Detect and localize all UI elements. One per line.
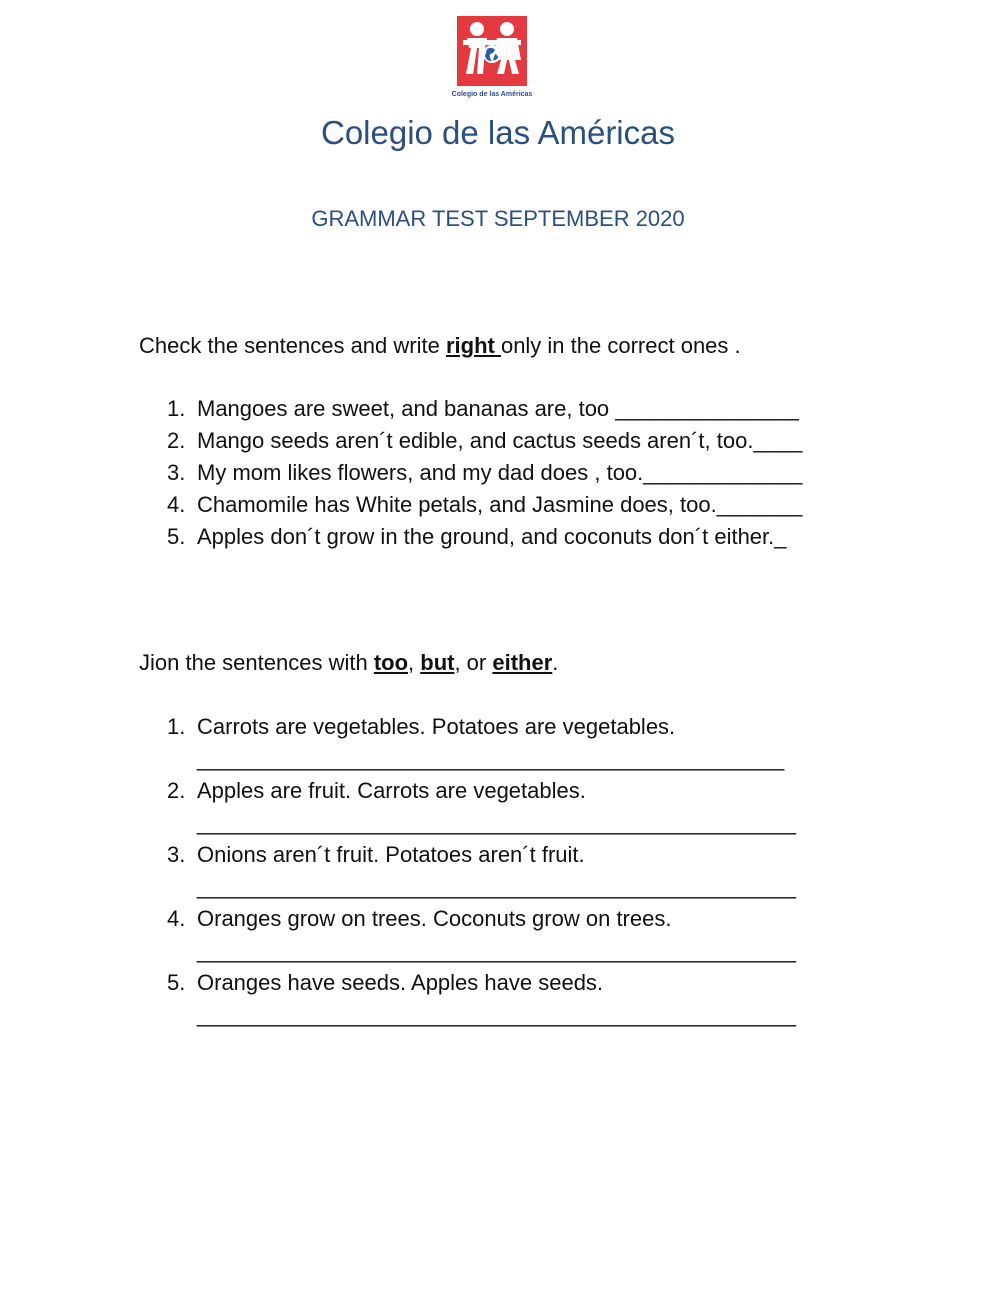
item-number: 3.	[167, 842, 186, 867]
item-text: Chamomile has White petals, and Jasmine does, too._______	[197, 492, 803, 517]
item-number: 4.	[167, 906, 186, 931]
list-item	[167, 970, 603, 996]
list-item	[167, 524, 787, 550]
item-number: 1.	[167, 396, 186, 421]
test-title: GRAMMAR TEST SEPTEMBER 2020	[311, 206, 685, 231]
keyword-too: too	[373, 650, 409, 675]
item-text: Mangoes are sweet, and bananas are, too _______________	[197, 396, 799, 421]
instruction-text: ,	[408, 650, 421, 675]
item-text: Oranges grow on trees. Coconuts grow on trees.	[197, 906, 672, 931]
item-number: 5.	[167, 970, 186, 995]
instruction-text: Jion the sentences with	[139, 650, 374, 675]
answer-line: ___________________________________________________	[197, 1002, 796, 1027]
item-number: 3.	[167, 460, 186, 485]
keyword-right: right	[445, 333, 501, 358]
logo-caption: Colegio de las Américas	[451, 91, 533, 98]
answer-line: ___________________________________________________	[197, 874, 796, 899]
instruction-text: Check the sentences and write	[139, 333, 446, 358]
section1-instruction	[139, 333, 741, 359]
item-number: 2.	[167, 428, 186, 453]
list-item	[167, 778, 586, 804]
item-text: Oranges have seeds. Apples have seeds.	[197, 970, 604, 995]
keyword-either: either	[492, 650, 553, 675]
answer-line: __________________________________________________	[197, 746, 784, 771]
item-text: Apples are fruit. Carrots are vegetables.	[197, 778, 586, 803]
item-number: 4.	[167, 492, 186, 517]
section2-instruction	[139, 650, 558, 676]
instruction-text: .	[552, 650, 559, 675]
answer-line: ___________________________________________________	[197, 938, 796, 963]
item-number: 1.	[167, 714, 186, 739]
item-number: 5.	[167, 524, 186, 549]
list-item	[167, 492, 802, 518]
item-text: My mom likes flowers, and my dad does , too._____________	[197, 460, 803, 485]
answer-line: ___________________________________________________	[197, 810, 796, 835]
list-item	[167, 714, 675, 740]
list-item	[167, 460, 802, 486]
list-item	[167, 428, 802, 454]
school-logo-icon	[457, 16, 527, 86]
item-text: Onions aren´t fruit. Potatoes aren´t fruit.	[197, 842, 585, 867]
page-title: Colegio de las Américas	[320, 114, 675, 151]
keyword-but: but	[420, 650, 455, 675]
item-text: Mango seeds aren´t edible, and cactus seeds aren´t, too.____	[197, 428, 803, 453]
list-item	[167, 906, 671, 932]
list-item	[167, 842, 585, 868]
item-text: Carrots are vegetables. Potatoes are vegetables.	[197, 714, 676, 739]
instruction-text: only in the correct ones .	[500, 333, 741, 358]
item-number: 2.	[167, 778, 186, 803]
item-text: Apples don´t grow in the ground, and coconuts don´t either._	[197, 524, 787, 549]
list-item	[167, 396, 799, 422]
instruction-text: , or	[454, 650, 493, 675]
